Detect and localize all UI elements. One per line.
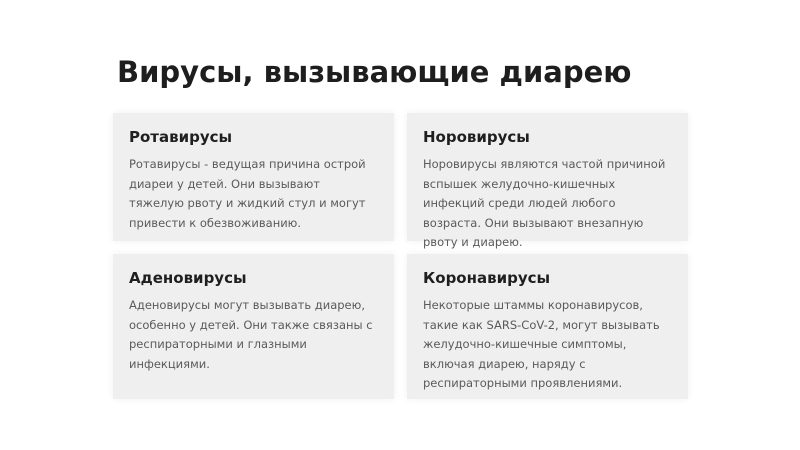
card-title: Норовирусы xyxy=(423,128,530,146)
virus-card-norovirus xyxy=(407,113,688,249)
card-title: Ротавирусы xyxy=(129,128,233,146)
card-description: Ротавирусы - ведущая причина острой диареи у детей. Они вызывают тяжелую рвоту и жидкий стул и могут привести к обезвоживанию. xyxy=(129,157,366,230)
card-description: Аденовирусы могут вызывать диарею, особенно у детей. Они также связаны с респираторными и глазными инфекциями. xyxy=(129,298,373,371)
card-description: Некоторые штаммы коронавирусов, такие как SARS-CoV-2, могут вызывать желудочно-кишечные симптомы, включая диарею, наряду с респираторными проявлениями. xyxy=(423,298,660,390)
card-title: Аденовирусы xyxy=(129,269,247,287)
virus-card-coronavirus xyxy=(407,254,688,399)
page-title: Вирусы, вызывающие диарею xyxy=(117,55,632,89)
card-description: Норовирусы являются частой причиной вспышек желудочно-кишечных инфекций среди людей любого возраста. Они вызывают внезапную рвоту и диарею. xyxy=(423,157,666,249)
virus-card-rotavirus xyxy=(113,113,394,241)
card-title: Коронавирусы xyxy=(423,269,551,287)
virus-card-adenovirus xyxy=(113,254,394,399)
